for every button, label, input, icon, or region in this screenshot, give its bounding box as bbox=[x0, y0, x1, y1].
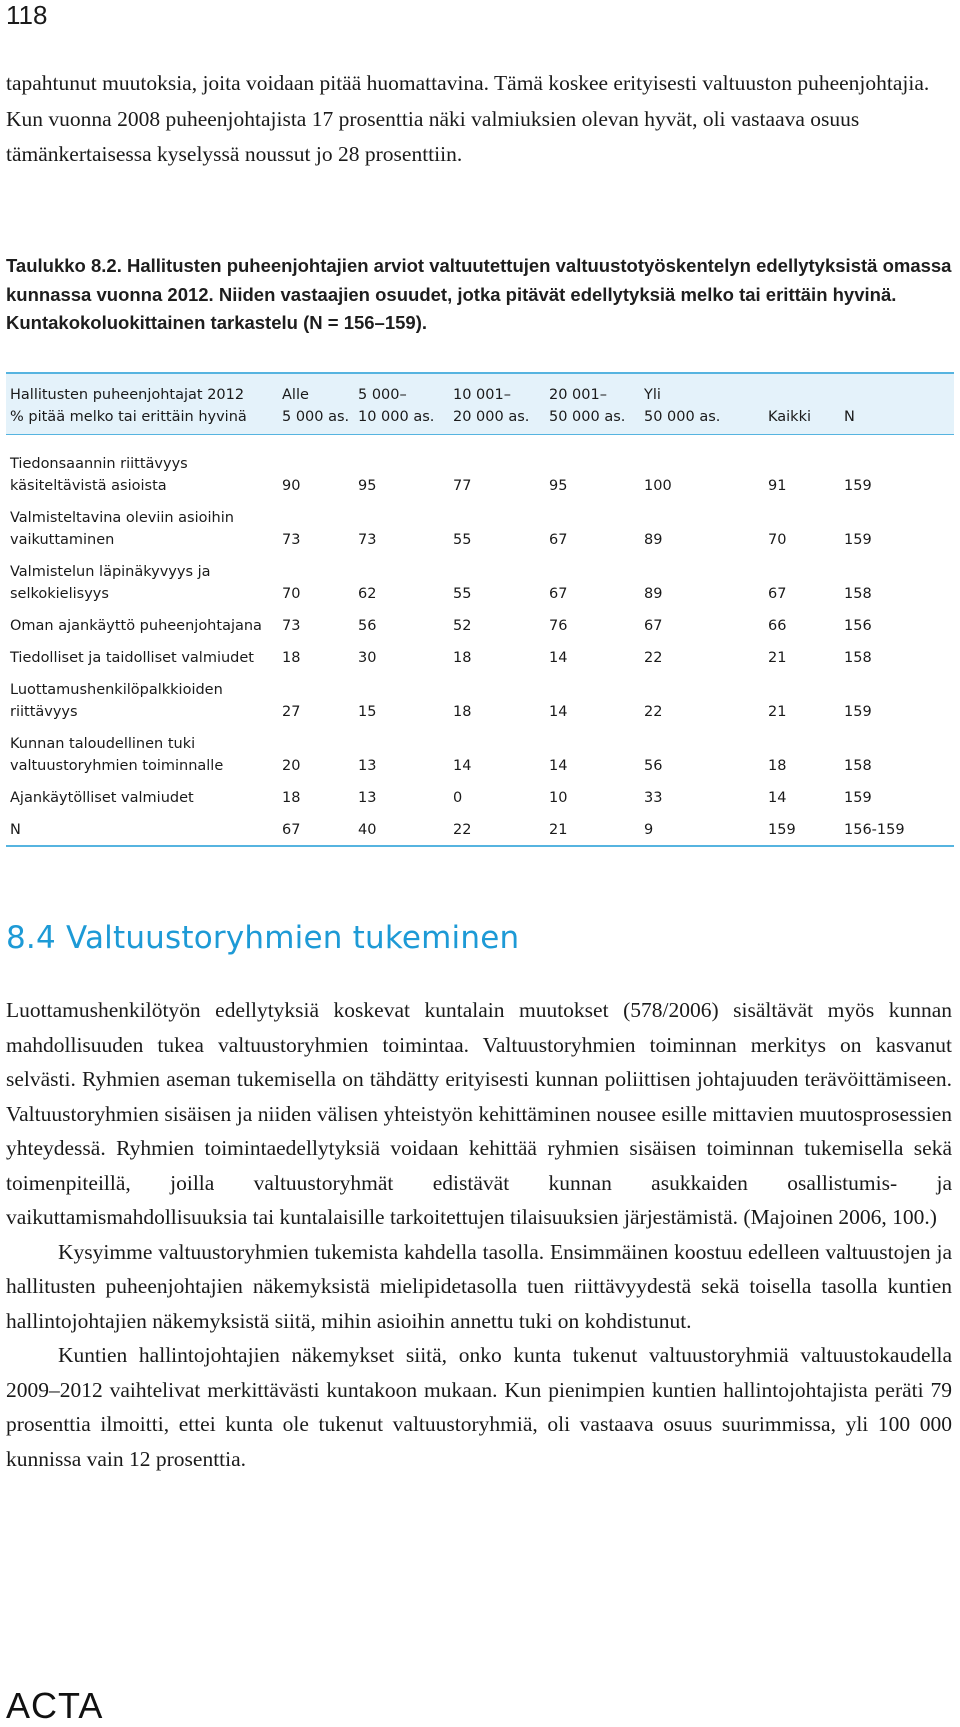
cell: 95 bbox=[358, 478, 377, 494]
cell: 13 bbox=[358, 758, 377, 774]
cell: 40 bbox=[354, 809, 449, 846]
intro-paragraph: tapahtunut muutoksia, joita voidaan pitää huomattavina. Tämä koskee erityisesti valtuuston puheenjohtajia. Kun vuonna 2008 puheenjohtajista 17 prosenttia näki valmiuksien olevan hyvät, oli vastaava osuus tämänkertaisessa kyselyssä noussut jo 28 prosenttiin. bbox=[6, 71, 930, 166]
cell: 67 bbox=[549, 586, 568, 602]
cell: 20 bbox=[282, 758, 301, 774]
cell: 14 bbox=[549, 704, 568, 720]
table-row bbox=[6, 497, 954, 551]
cell: 21 bbox=[545, 809, 640, 846]
cell: 56 bbox=[644, 758, 663, 774]
cell: 100 bbox=[644, 478, 672, 494]
section-number: 8.4 bbox=[6, 920, 56, 956]
cell: 158 bbox=[844, 586, 872, 602]
table-row bbox=[6, 723, 954, 777]
cell: 89 bbox=[644, 586, 663, 602]
cell: 158 bbox=[844, 650, 872, 666]
cell: 67 bbox=[278, 809, 354, 846]
row-label: Oman ajankäyttö puheenjohtajana bbox=[10, 618, 262, 634]
cell: 73 bbox=[358, 532, 377, 548]
cell: 66 bbox=[768, 618, 787, 634]
cell: 27 bbox=[282, 704, 301, 720]
cell: 55 bbox=[453, 532, 472, 548]
cell: 89 bbox=[644, 532, 663, 548]
cell: 158 bbox=[844, 758, 872, 774]
paragraph: Kuntien hallintojohtajien näkemykset siitä, onko kunta tukenut valtuustoryhmiä valtuustokaudella 2009–2012 vaihtelivat merkittävästi kuntakoon mukaan. Kun pienimpien kuntien hallintojohtajista peräti 79 prosenttia ilmoitti, ettei kunta ole tukenut valtuustoryhmiä, oli vastaava osuus suurimmissa, yli 100 000 kunnissa vain 12 prosenttia. bbox=[6, 1343, 952, 1471]
cell: 73 bbox=[282, 532, 301, 548]
table-row bbox=[6, 551, 954, 605]
cell: 91 bbox=[768, 478, 787, 494]
table-header-row bbox=[6, 373, 954, 435]
cell: 159 bbox=[844, 532, 872, 548]
cell: 21 bbox=[768, 704, 787, 720]
cell: 52 bbox=[453, 618, 472, 634]
row-label: Luottamushenkilöpalkkioiden riittävyys bbox=[10, 682, 223, 720]
cell: 0 bbox=[453, 790, 463, 806]
row-label: Ajankäytölliset valmiudet bbox=[10, 790, 194, 806]
row-label: Kunnan taloudellinen tuki valtuustoryhmien toiminnalle bbox=[10, 736, 224, 774]
table-row bbox=[6, 669, 954, 723]
cell: 76 bbox=[549, 618, 568, 634]
cell: 73 bbox=[282, 618, 301, 634]
cell: 30 bbox=[358, 650, 377, 666]
cell: 156 bbox=[844, 618, 872, 634]
header-col-n: N bbox=[840, 373, 954, 435]
cell: 14 bbox=[549, 650, 568, 666]
section-title: Valtuustoryhmien tukeminen bbox=[65, 920, 520, 956]
cell: 70 bbox=[282, 586, 301, 602]
page-number: 118 bbox=[6, 0, 48, 30]
cell: 22 bbox=[644, 704, 663, 720]
cell: 159 bbox=[844, 704, 872, 720]
cell: 18 bbox=[282, 790, 301, 806]
cell: 22 bbox=[644, 650, 663, 666]
header-col-5: Yli 50 000 as. bbox=[640, 373, 764, 435]
cell: 56 bbox=[358, 618, 377, 634]
cell: 95 bbox=[549, 478, 568, 494]
cell: 67 bbox=[644, 618, 663, 634]
cell: 10 bbox=[549, 790, 568, 806]
row-label: N bbox=[6, 809, 278, 846]
cell: 156-159 bbox=[840, 809, 954, 846]
cell: 62 bbox=[358, 586, 377, 602]
row-label: Valmistelun läpinäkyvyys ja selkokielisyys bbox=[10, 564, 211, 602]
cell: 55 bbox=[453, 586, 472, 602]
row-label: Tiedonsaannin riittävyys käsiteltävistä asioista bbox=[10, 456, 188, 494]
cell: 21 bbox=[768, 650, 787, 666]
cell: 9 bbox=[640, 809, 764, 846]
cell: 13 bbox=[358, 790, 377, 806]
cell: 77 bbox=[453, 478, 472, 494]
header-col-2: 5 000– 10 000 as. bbox=[354, 373, 449, 435]
header-col-3: 10 001– 20 000 as. bbox=[449, 373, 545, 435]
cell: 70 bbox=[768, 532, 787, 548]
cell: 33 bbox=[644, 790, 663, 806]
cell: 90 bbox=[282, 478, 301, 494]
table-row bbox=[6, 435, 954, 498]
paragraph: Kysyimme valtuustoryhmien tukemista kahdella tasolla. Ensimmäinen koostuu edelleen valtuustojen ja hallitusten puheenjohtajien näkemyksistä mielipidetasolla tuen riittävyydestä sekä toisella tasolla kuntien hallintojohtajien näkemyksistä siitä, mihin asioihin annettu tuki on kohdistunut. bbox=[6, 1239, 952, 1333]
cell: 159 bbox=[844, 790, 872, 806]
header-description: Hallitusten puheenjohtajat 2012 % pitää melko tai erittäin hyvinä bbox=[6, 373, 278, 435]
table-row bbox=[6, 777, 954, 809]
cell: 18 bbox=[282, 650, 301, 666]
cell: 159 bbox=[844, 478, 872, 494]
paragraph: Luottamushenkilötyön edellytyksiä koskevat kuntalain muutokset (578/2006) sisältävät myös kunnan mahdollisuuden tukea valtuustoryhmien toimintaa. Valtuustoryhmien toiminnan merkitys on kasvanut selvästi. Ryhmien aseman tukemisella on tähdätty erityisesti kunnan poliittisen johtajuuden terävöittämiseen. Valtuustoryhmien sisäisen ja niiden välisen yhteistyön kehittäminen nousee esille mittavien muutosprosessien yhteydessä. Ryhmien toimintaedellytyksiä voidaan kehittää ryhmien sisäisen toiminnan tukemisella sekä toimenpiteillä, joilla valtuustoryhmät edistävät kunnan asukkaiden osallistumis- ja vaikuttamismahdollisuuksia tai kuntalaisille tarkoitettujen tilaisuuksien järjestämistä. (Majoinen 2006, 100.) bbox=[6, 998, 952, 1229]
cell: 15 bbox=[358, 704, 377, 720]
header-col-1: Alle 5 000 as. bbox=[278, 373, 354, 435]
table-row-total bbox=[6, 809, 954, 846]
results-table bbox=[6, 372, 954, 847]
cell: 67 bbox=[549, 532, 568, 548]
cell: 14 bbox=[453, 758, 472, 774]
table-row bbox=[6, 605, 954, 637]
cell: 159 bbox=[764, 809, 840, 846]
table-caption bbox=[6, 252, 954, 338]
cell: 18 bbox=[453, 704, 472, 720]
table-row bbox=[6, 637, 954, 669]
table-caption-label: Taulukko 8.2. bbox=[6, 255, 122, 276]
cell: 18 bbox=[453, 650, 472, 666]
header-col-kaikki: Kaikki bbox=[764, 373, 840, 435]
cell: 22 bbox=[449, 809, 545, 846]
cell: 18 bbox=[768, 758, 787, 774]
section-heading bbox=[6, 920, 519, 956]
cell: 14 bbox=[549, 758, 568, 774]
cell: 67 bbox=[768, 586, 787, 602]
cell: 14 bbox=[768, 790, 787, 806]
body-text bbox=[6, 993, 952, 1476]
footer-series-name: ACTA bbox=[6, 1685, 104, 1726]
header-col-4: 20 001– 50 000 as. bbox=[545, 373, 640, 435]
row-label: Tiedolliset ja taidolliset valmiudet bbox=[10, 650, 254, 666]
table-caption-text: Hallitusten puheenjohtajien arviot valtuutettujen valtuustotyöskentelyn edellytyksistä omassa kunnassa vuonna 2012. Niiden vastaajien osuudet, jotka pitävät edellytyksiä melko tai erittäin hyvinä. Kuntakokoluokittainen tarkastelu (N = 156–159). bbox=[6, 255, 952, 333]
row-label: Valmisteltavina oleviin asioihin vaikuttaminen bbox=[10, 510, 234, 548]
